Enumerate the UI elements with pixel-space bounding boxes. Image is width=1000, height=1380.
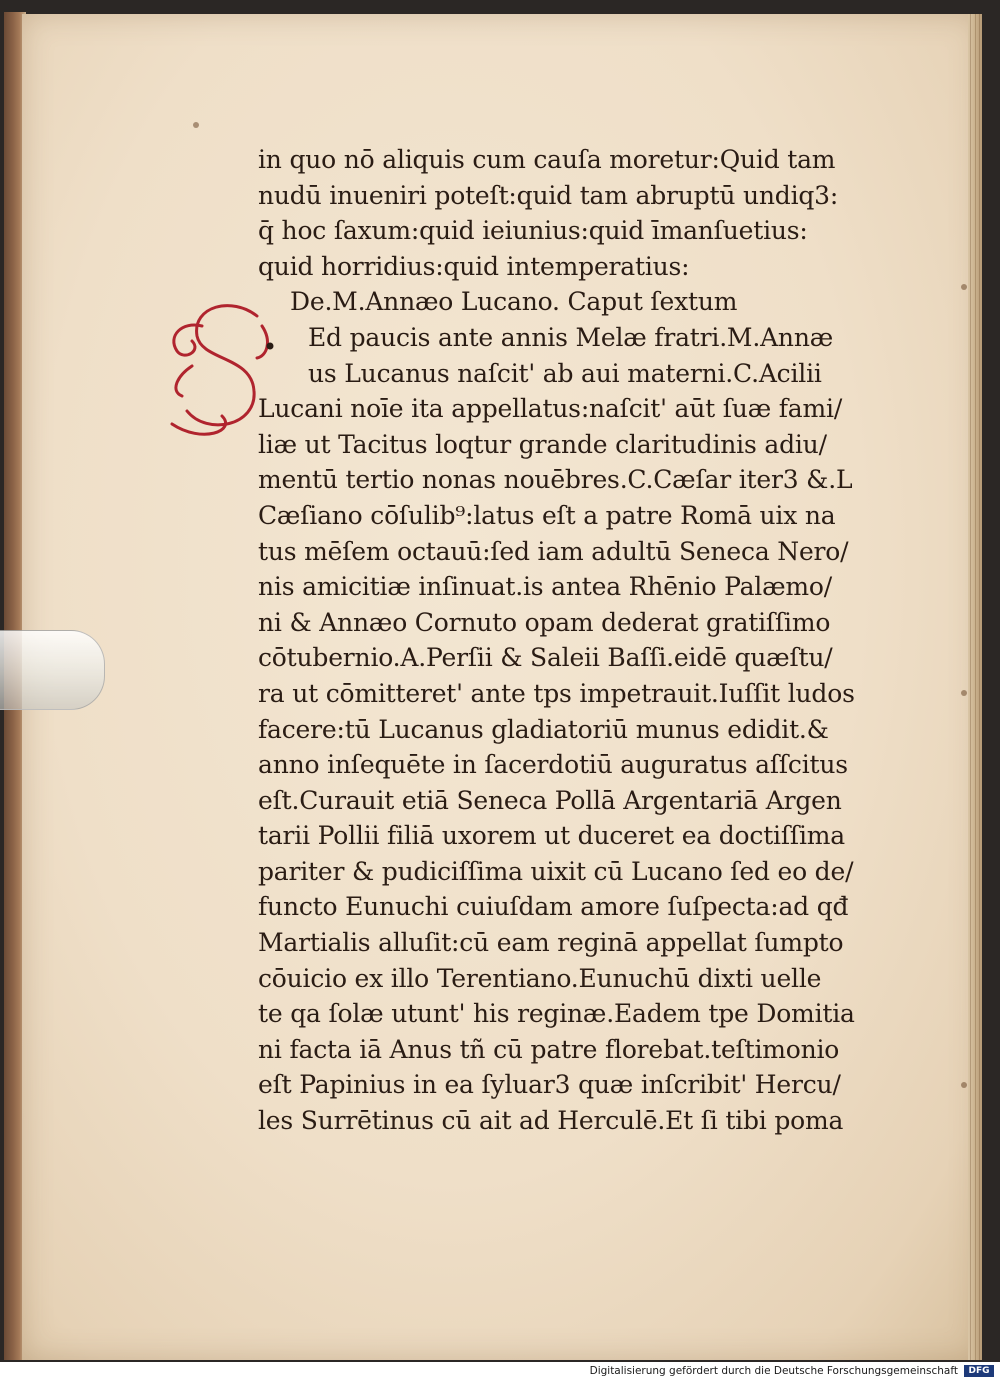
page-edge-line (979, 14, 980, 1360)
text-column (258, 142, 868, 1139)
text-line: quid horridius:quid intemperatius: (258, 251, 690, 281)
paper-spot (961, 284, 967, 290)
footer-bar (0, 1362, 1000, 1380)
text-line: tus mēſem octauū:ſed iam adultū Seneca Nero/ (258, 536, 849, 566)
chapter-heading: De.M.Annæo Lucano. Caput ſextum (290, 287, 738, 317)
text-line: Cæſiano cōſulib⁹:latus eſt a patre Romā uix na (258, 500, 836, 530)
text-line: Lucani noīe ita appellatus:naſcit' aūt ſuæ fami/ (258, 394, 843, 424)
text-line: eſt.Curauit etiā Seneca Pollā Argentariā Argen (258, 785, 842, 815)
text-line: Ed paucis ante annis Melæ fratri.M.Annæ (308, 322, 834, 352)
text-line: nudū inueniri poteſt:quid tam abruptū undiq3: (258, 180, 839, 210)
text-line: cōuicio ex illo Terentiano.Eunuchū dixti uelle (258, 963, 822, 993)
funding-credit: Digitalisierung gefördert durch die Deutsche Forschungsgemeinschaft (589, 1365, 958, 1377)
text-line: pariter & pudiciſſima uixit cū Lucano ſed eo de/ (258, 856, 854, 886)
text-line: anno inſequēte in ſacerdotiū auguratus aſſcitus (258, 750, 848, 780)
text-line: cōtubernio.A.Perſii & Saleii Baſſi.eidē quæſtu/ (258, 643, 833, 673)
page-edge-line (975, 14, 976, 1360)
clip-bookmark (0, 630, 105, 710)
text-line: tarii Pollii filiā uxorem ut duceret ea doctiſſima (258, 821, 845, 851)
page-edge-line (970, 14, 971, 1360)
text-line: in quo nō aliquis cum cauſa moretur:Quid tam (258, 145, 836, 174)
text-line: liæ ut Tacitus loqtur grande claritudinis adiu/ (258, 429, 827, 459)
text-line: facere:tū Lucanus gladiatoriū munus edidit.& (258, 714, 829, 744)
text-line: functo Eunuchi cuiuſdam amore ſuſpecta:ad qđ (258, 892, 849, 922)
text-line: nis amicitiæ inſinuat.is antea Rhēnio Palæmo/ (258, 572, 832, 602)
paper-spot (961, 1082, 967, 1088)
text-line: mentū tertio nonas nouēbres.C.Cæſar iter3 &.L (258, 465, 853, 495)
dfg-logo-icon: DFG (964, 1365, 994, 1377)
text-line: Martialis alluſit:cū eam reginā appellat ſumpto (258, 928, 844, 958)
text-line: us Lucanus naſcit' ab aui materni.C.Acilii (308, 358, 822, 388)
text-line: te qa ſolæ utunt' his reginæ.Eadem tpe Domitia (258, 999, 855, 1029)
text-line: ni & Annæo Cornuto opam dederat gratiſſimo (258, 607, 831, 637)
text-line: eſt Papinius in ea ſyluar3 quæ inſcribit' Hercu/ (258, 1070, 841, 1100)
text-line: ra ut cōmitteret' ante tps impetrauit.Iuſſit ludos (258, 678, 855, 708)
paper-spot (193, 122, 199, 128)
text-line: q̄ hoc ſaxum:quid ieiunius:quid īmanſuetius: (258, 216, 808, 246)
paper-spot (961, 690, 967, 696)
text-line: les Surrētinus cū ait ad Herculē.Et ſi tibi poma (258, 1106, 844, 1136)
text-line: ni facta iā Anus tñ cū patre florebat.teſtimonio (258, 1034, 840, 1064)
